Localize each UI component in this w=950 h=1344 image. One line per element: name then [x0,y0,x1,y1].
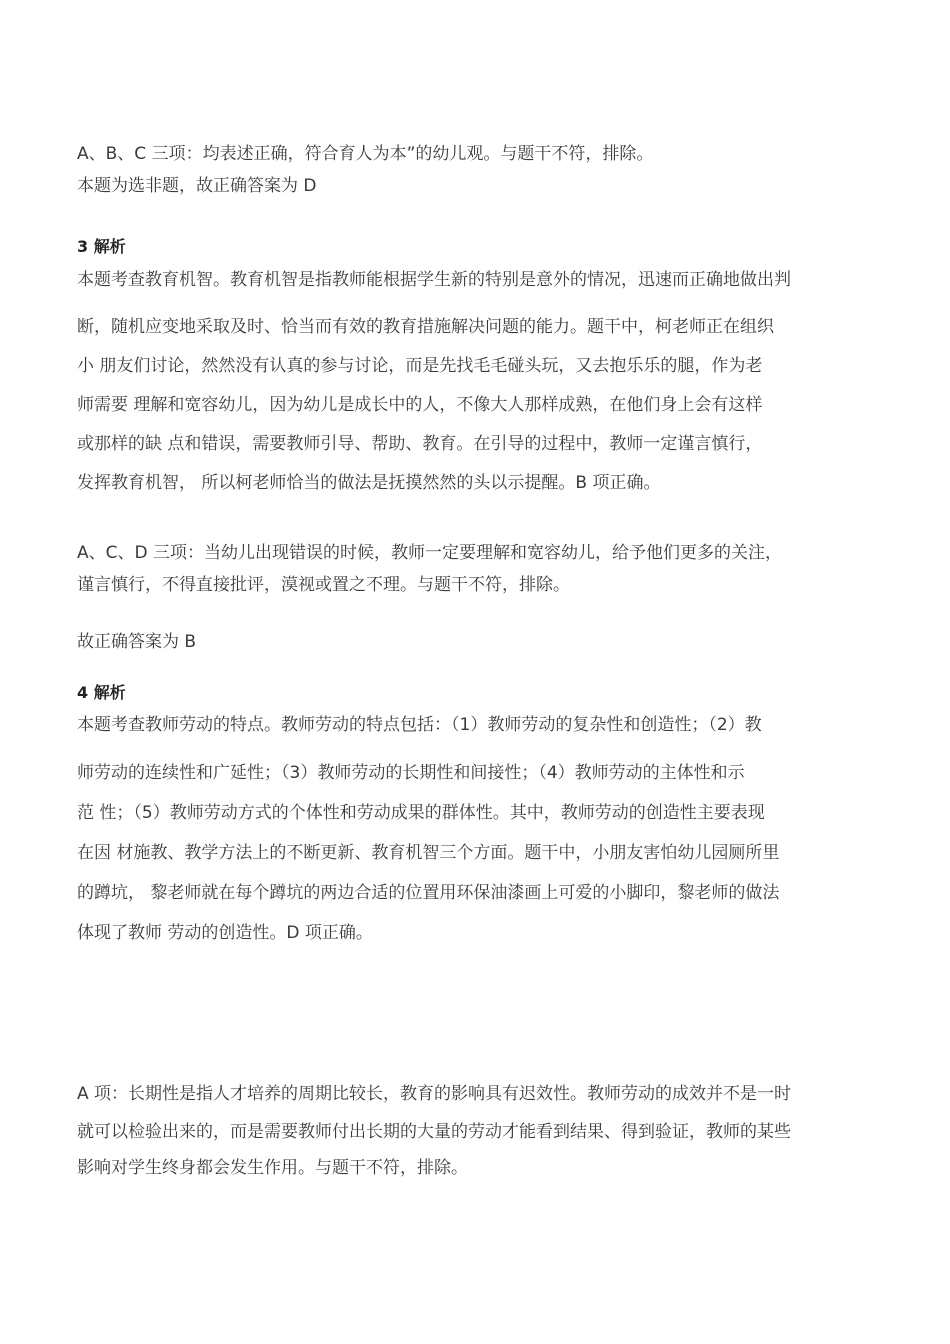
section-heading: 3 解析 [77,237,126,256]
text-line: 发挥教育机智， 所以柯老师恰当的做法是抚摸然然的头以示提醒。B 项正确。 [77,473,661,493]
text-line: A 项：长期性是指人才培养的周期比较长，教育的影响具有迟效性。教师劳动的成效并不是一时 [77,1084,792,1104]
text-line: 故正确答案为 B [77,632,197,652]
text-line: A、C、D 三项：当幼儿出现错误的时候，教师一定要理解和宽容幼儿，给予他们更多的关注， [77,543,782,563]
text-line: 谨言慎行，不得直接批评，漠视或置之不理。与题干不符，排除。 [77,575,570,595]
text-line: 师劳动的连续性和广延性；（3）教师劳动的长期性和间接性；（4）教师劳动的主体性和示 [77,763,745,783]
text-line: 小 朋友们讨论，然然没有认真的参与讨论，而是先找毛毛碰头玩，又去抱乐乐的腿，作为老 [77,356,763,376]
text-line: 师需要 理解和宽容幼儿，因为幼儿是成长中的人，不像大人那样成熟，在他们身上会有这样 [77,395,763,415]
text-line: 或那样的缺 点和错误，需要教师引导、帮助、教育。在引导的过程中，教师一定谨言慎行， [77,434,763,454]
text-line: 本题为选非题，故正确答案为 D [77,176,317,196]
text-line: 范 性；（5）教师劳动方式的个体性和劳动成果的群体性。其中，教师劳动的创造性主要表现 [77,803,765,823]
text-line: 体现了教师 劳动的创造性。D 项正确。 [77,923,373,943]
text-line: 本题考查教育机智。教育机智是指教师能根据学生新的特别是意外的情况，迅速而正确地做出判 [77,270,791,290]
text-line: 在因 材施教、教学方法上的不断更新、教育机智三个方面。题干中，小朋友害怕幼儿园厕所里 [77,843,780,863]
text-line: 本题考查教师劳动的特点。教师劳动的特点包括：（1）教师劳动的复杂性和创造性；（2）教 [77,715,762,735]
text-line: 影响对学生终身都会发生作用。与题干不符，排除。 [77,1158,468,1178]
text-line: 的蹲坑， 黎老师就在每个蹲坑的两边合适的位置用环保油漆画上可爱的小脚印，黎老师的做法 [77,883,780,903]
text-line: A、B、C 三项：均表述正确，符合育人为本”的幼儿观。与题干不符，排除。 [77,144,654,164]
text-line: 就可以检验出来的，而是需要教师付出长期的大量的劳动才能看到结果、得到验证，教师的某些 [77,1122,791,1142]
text-line: 断，随机应变地采取及时、恰当而有效的教育措施解决问题的能力。题干中，柯老师正在组织 [77,317,774,337]
section-heading: 4 解析 [77,683,126,702]
